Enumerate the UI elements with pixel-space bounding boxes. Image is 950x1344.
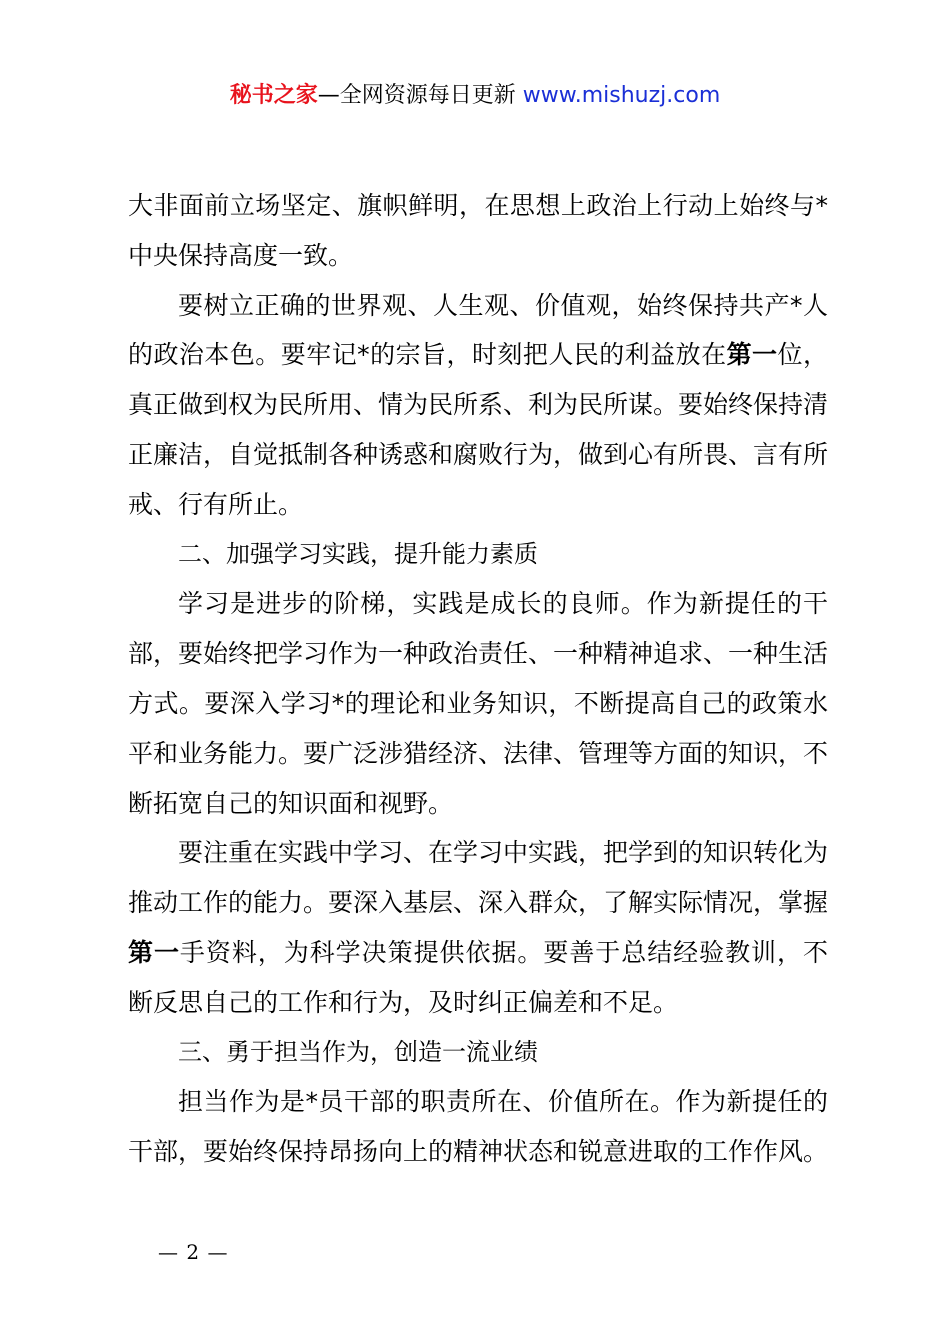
paragraph-text: 要注重在实践中学习、在学习中实践，把学到的知识转化为推动工作的能力。要深入基层、深入群众，了解实际情况，掌握 <box>128 838 829 918</box>
paragraph-text: 位，真正做到权为民所用、情为民所系、利为民所谋。要始终保持清正廉洁，自觉抵制各种诱惑和腐败行为，做到心有所畏、言有所戒、行有所止。 <box>128 340 829 519</box>
bold-text: 第一 <box>128 937 180 967</box>
paragraph-political-character <box>128 281 828 530</box>
paragraph-practice <box>128 828 828 1027</box>
paragraph-text: 手资料，为科学决策提供依据。要善于总结经验教训，不断反思自己的工作和行为，及时纠正偏差和不足。 <box>128 937 828 1017</box>
section-heading-2: 二、加强学习实践，提升能力素质 <box>178 539 538 568</box>
brand-name: 秘书之家 <box>229 83 318 108</box>
header-tagline: —全网资源每日更新 <box>317 83 516 108</box>
paragraph-responsibility: 担当作为是*员干部的职责所在、价值所在。作为新提任的干部，要始终保持昂扬向上的精神状态和锐意进取的工作作风。 <box>128 1087 829 1167</box>
site-header <box>0 80 950 112</box>
section-heading-3: 三、勇于担当作为，创造一流业绩 <box>178 1037 538 1066</box>
bold-text: 第一 <box>726 340 778 370</box>
paragraph-text: 要树立正确的世界观、人生观、价值观，始终保持共产*人的政治本色。要牢记*的宗旨，时刻把人民的利益放在 <box>128 290 828 370</box>
paragraph-learning: 学习是进步的阶梯，实践是成长的良师。作为新提任的干部，要始终把学习作为一种政治责任、一种精神追求、一种生活方式。要深入学习*的理论和业务知识，不断提高自己的政策水平和业务能力。要广泛涉猎经济、法律、管理等方面的知识，不断拓宽自己的知识面和视野。 <box>128 589 829 818</box>
site-url-link[interactable]: www.mishuzj.com <box>522 83 721 108</box>
document-body <box>128 181 828 1177</box>
page-number: — 2 — <box>158 1240 229 1264</box>
paragraph-continuation: 大非面前立场坚定、旗帜鲜明，在思想上政治上行动上始终与*中央保持高度一致。 <box>128 191 828 270</box>
